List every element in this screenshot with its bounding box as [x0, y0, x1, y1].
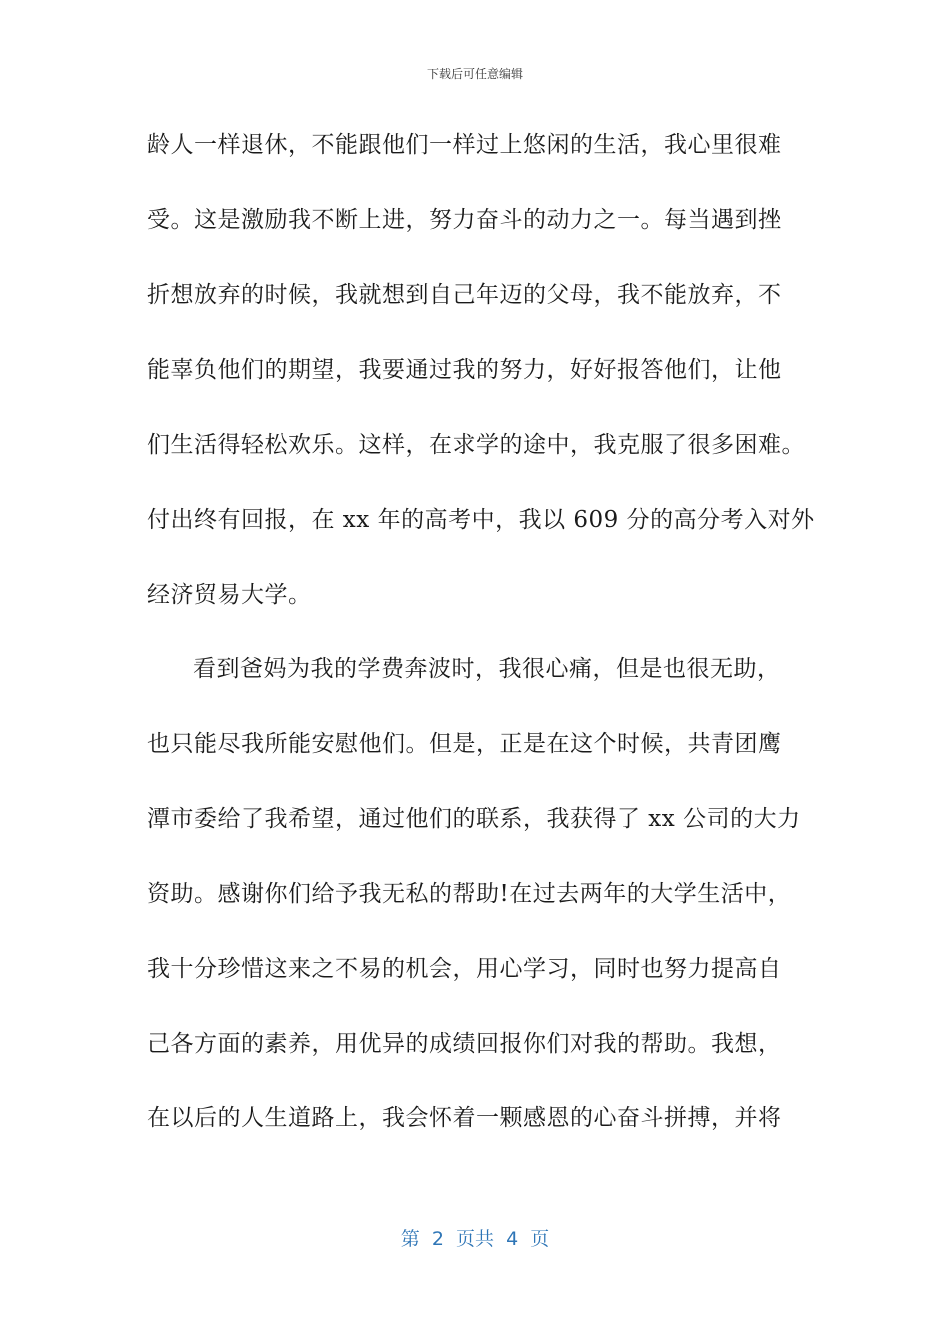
- text-line: 龄人一样退休，不能跟他们一样过上悠闲的生活，我心里很难: [147, 132, 782, 158]
- text-line: 受。这是激励我不断上进，努力奋斗的动力之一。每当遇到挫: [147, 207, 782, 233]
- text-line: 们生活得轻松欢乐。这样，在求学的途中，我克服了很多困难。: [147, 432, 805, 458]
- text-line: 能辜负他们的期望，我要通过我的努力，好好报答他们，让他: [147, 357, 782, 383]
- text-line: 也只能尽我所能安慰他们。但是，正是在这个时候，共青团鹰: [147, 731, 782, 757]
- text-line: 经济贸易大学。: [147, 582, 312, 608]
- page-number: 第 2 页共 4 页: [400, 1228, 550, 1250]
- header-note: 下载后可任意编辑: [426, 67, 523, 81]
- text-line: 资助。感谢你们给予我无私的帮助!在过去两年的大学生活中，: [147, 881, 792, 907]
- text-line: 在以后的人生道路上，我会怀着一颗感恩的心奋斗拼搏，并将: [147, 1105, 782, 1131]
- text-line: 己各方面的素养，用优异的成绩回报你们对我的帮助。我想，: [147, 1031, 782, 1057]
- text-line: 折想放弃的时候，我就想到自己年迈的父母，我不能放弃，不: [147, 282, 782, 308]
- text-line: 付出终有回报，在 xx 年的高考中，我以 609 分的高分考入对外: [147, 507, 815, 533]
- text-line: 我十分珍惜这来之不易的机会，用心学习，同时也努力提高自: [147, 956, 782, 982]
- paragraph-first-line: 看到爸妈为我的学费奔波时，我很心痛，但是也很无助，: [193, 656, 781, 682]
- text-line: 潭市委给了我希望，通过他们的联系，我获得了 xx 公司的大力: [147, 806, 801, 832]
